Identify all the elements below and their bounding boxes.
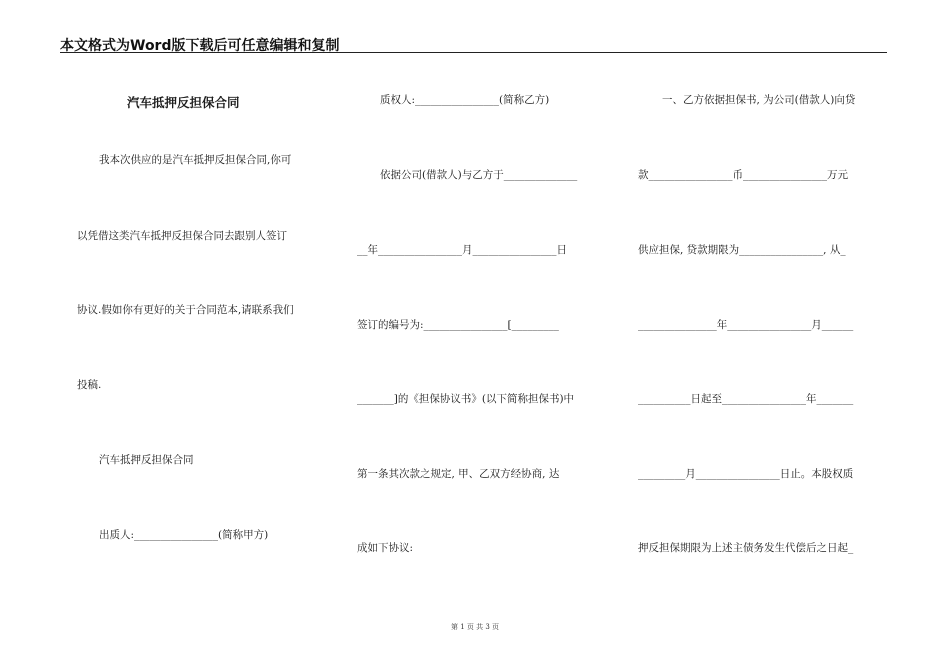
paragraph-line: 签订的编号为:________________[_________: [357, 319, 559, 331]
pledgee-line: 质权人:________________(简称乙方): [380, 94, 550, 106]
paragraph-line: _______________年________________月______: [638, 319, 854, 331]
paragraph-line: 投稿.: [77, 379, 102, 391]
document-title: 汽车抵押反担保合同: [127, 95, 240, 110]
text-column-1: [77, 0, 327, 620]
paragraph-line: 押反担保期限为上述主债务发生代偿后之日起_: [638, 542, 854, 554]
paragraph-line: 依据公司(借款人)与乙方于______________: [380, 169, 578, 181]
pledgor-line: 出质人:________________(简称甲方): [99, 529, 269, 541]
page-header-title: 本文格式为Word版下载后可任意编辑和复制: [60, 38, 340, 54]
page-number: 第 1 页 共 3 页: [450, 623, 500, 631]
paragraph-line: __年________________月________________日: [357, 244, 567, 256]
paragraph-line: 成如下协议:: [357, 542, 414, 554]
paragraph-line: 款________________币________________万元: [638, 169, 848, 181]
text-column-2: [357, 0, 607, 620]
paragraph-line: _________月________________日止。本股权质: [638, 468, 854, 480]
paragraph-line: __________日起至________________年_______: [638, 393, 854, 405]
paragraph-line: 供应担保, 贷款期限为________________, 从_: [638, 244, 846, 256]
paragraph-line: 协议.假如你有更好的关于合同范本,请联系我们: [77, 304, 294, 316]
paragraph-line: 以凭借这类汽车抵押反担保合同去跟别人签订: [77, 230, 287, 242]
paragraph-line: 我本次供应的是汽车抵押反担保合同,你可: [99, 154, 292, 166]
section-heading: 汽车抵押反担保合同: [99, 454, 194, 466]
clause-line: 一、乙方依据担保书, 为公司(借款人)向贷: [662, 94, 856, 106]
text-column-3: [638, 0, 888, 620]
paragraph-line: _______]的《担保协议书》(以下简称担保书)中: [357, 393, 575, 405]
paragraph-line: 第一条其次款之规定, 甲、乙双方经协商, 达: [357, 468, 560, 480]
